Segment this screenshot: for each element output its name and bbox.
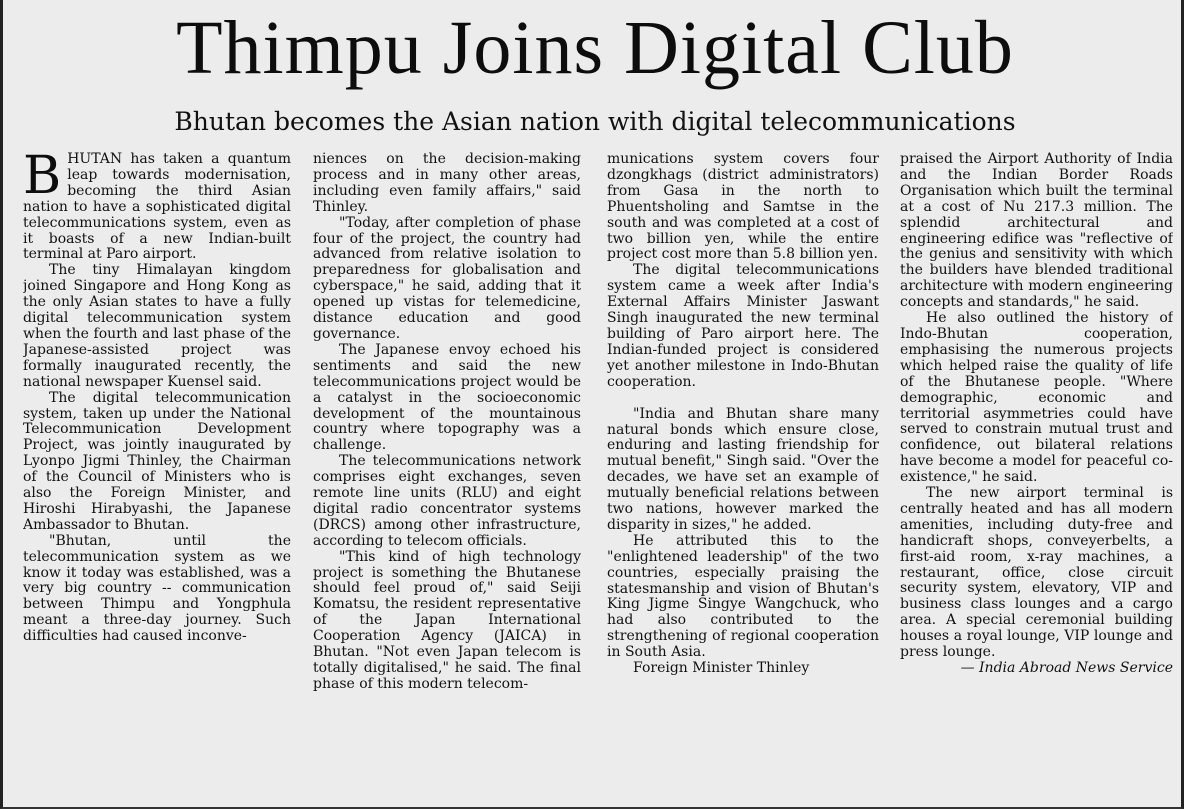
article-paragraph: The new airport terminal is centrally heated and has all modern amenities, including duty-free and handicraft shops, conveyerbelts, a first-aid room, x-ray machines, a restaurant, office, close circuit security system, elevatory, VIP and business class lounges and a cargo area. A special ceremonial building houses a royal lounge, VIP lounge and press lounge. <box>900 485 1173 661</box>
article-paragraph: "Bhutan, until the telecommunication system as we know it today was established, was a very big country -- communication between Thimpu and Yongphula meant a three-day journey. Such difficulties had caused inconve- <box>23 532 291 645</box>
article-paragraph: munications system covers four dzongkhags (district administrators) from Gasa in the north to Phuentsholing and Samtse in the south and was completed at a cost of two billion yen, while the entire project cost more than 5.8 billion yen. <box>607 152 879 263</box>
article-paragraph: The Japanese envoy echoed his sentiments and said the new telecommunications project would be a catalyst in the socioeconomic development of the mountainous country where topography was a challenge. <box>313 341 581 454</box>
subheadline: Bhutan becomes the Asian nation with digital telecommunications <box>174 107 1016 136</box>
article-paragraph: niences on the decision-making process and in many other areas, including even family affairs," said Thinley. <box>313 152 581 215</box>
article-paragraph: praised the Airport Authority of India and the Indian Border Roads Organisation which built the terminal at a cost of Nu 217.3 million. The splendid architectural and engineering edifice was "reflective of the genius and sensitivity with which the builders have blended traditional architecture with modern engineering concepts and standards," he said. <box>900 152 1173 311</box>
article-column-1 <box>23 152 291 802</box>
article-paragraph: "This kind of high technology project is something the Bhutanese should feel proud of," said Seiji Komatsu, the resident representative of the Japan International Cooperation Agency (JAICA) in Bhutan. "Not even Japan telecom is totally digitalised," he said. The final phase of this modern telecom- <box>313 548 581 692</box>
article-paragraph: "Today, after completion of phase four of the project, the country had advanced from relative isolation to preparedness for globalisation and cyberspace," he said, adding that it opened up vistas for telemedicine, distance education and good governance. <box>313 214 581 342</box>
article-paragraph: The tiny Himalayan kingdom joined Singapore and Hong Kong as the only Asian states to have a fully digital telecommunication system when the fourth and last phase of the Japanese-assisted project was formally inaugurated recently, the national newspaper Kuensel said. <box>23 262 291 390</box>
article-paragraph: The digital telecommunication system, taken up under the National Telecommunication Development Project, was jointly inaugurated by Lyonpo Jigmi Thinley, the Chairman of the Council of Ministers who is also the Foreign Minister, and Hiroshi Hirabyashi, the Japanese Ambassador to Bhutan. <box>23 389 291 533</box>
paragraph-text: HUTAN has taken a quantum leap towards modernisation, becoming the third Asian nation to have a sophisticated digital telecommunications system, even as it boasts of a new Indian-built terminal at Paro airport. <box>23 152 291 263</box>
article-paragraph <box>23 152 291 263</box>
headline: Thimpu Joins Digital Club <box>176 6 1014 90</box>
drop-cap: B <box>23 152 62 206</box>
article-column-2 <box>313 152 581 802</box>
article-paragraph: The telecommunications network comprises eight exchanges, seven remote line units (RLU) and eight digital radio concentrator systems (DRCS) among other infrastructure, according to telecom officials. <box>313 453 581 549</box>
article-column-4 <box>900 152 1173 802</box>
article-paragraph: He also outlined the history of Indo-Bhutan cooperation, emphasising the numerous projects which helped raise the quality of life of the Bhutanese people. "Where demographic, economic and territorial asymmetries could have served to constrain mutual trust and confidence, out bilateral relations have become a model for peaceful co-existence," he said. <box>900 310 1173 486</box>
article-column-3 <box>607 152 879 802</box>
article-paragraph: The digital telecommunications system came a week after India's External Affairs Minister Jaswant Singh inaugurated the new terminal building of Paro airport here. The Indian-funded project is considered yet another milestone in Indo-Bhutan cooperation. <box>607 262 879 390</box>
byline: — India Abroad News Service <box>960 660 1173 676</box>
article-paragraph: He attributed this to the "enlightened leadership" of the two countries, especially praising the statesmanship and vision of Bhutan's King Jigme Singye Wangchuck, who had also contributed to the strengthening of regional cooperation in South Asia. <box>607 532 879 661</box>
article-paragraph: "India and Bhutan share many natural bonds which ensure close, enduring and lasting friendship for mutual benefit," Singh said. "Over the decades, we have set an example of mutually beneficial relations between two nations, however marked the disparity in sizes," he added. <box>607 405 879 533</box>
article-paragraph: Foreign Minister Thinley <box>633 660 810 677</box>
